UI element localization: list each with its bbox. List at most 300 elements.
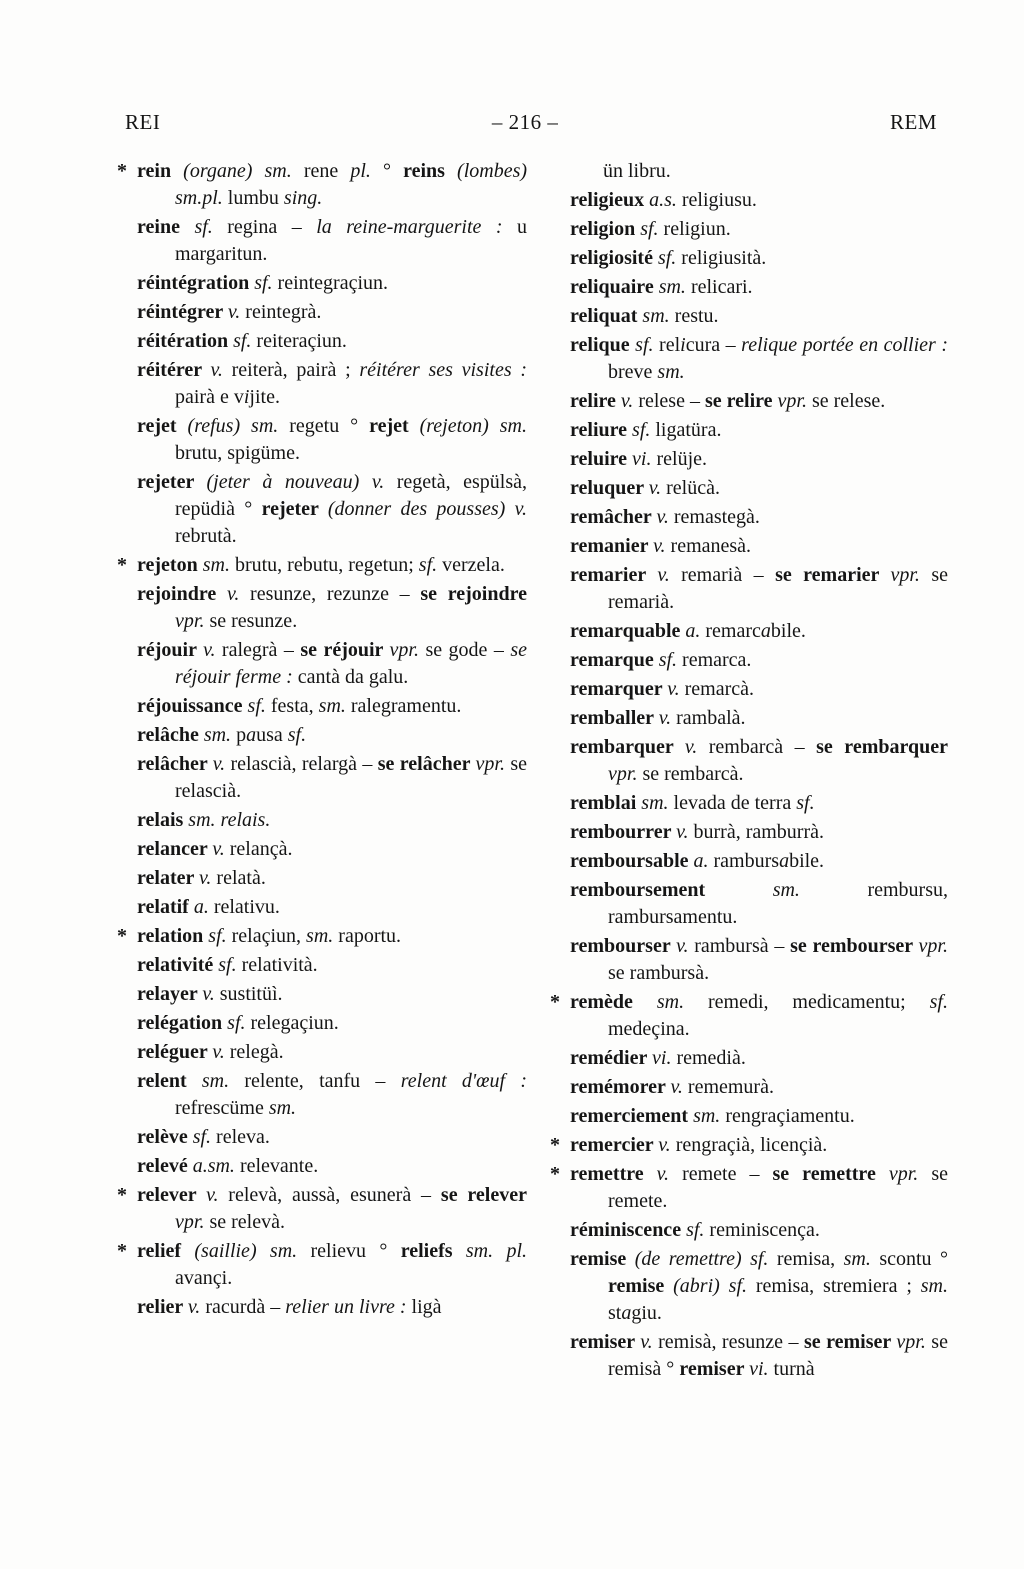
italic-text: (rejeton) sm. bbox=[419, 415, 527, 437]
headword: reluquer bbox=[570, 477, 649, 499]
star-marker: * bbox=[117, 1240, 127, 1262]
italic-text: v. bbox=[620, 390, 639, 412]
translation-text: relaçiun, bbox=[231, 925, 307, 947]
headword: rembourrer bbox=[570, 821, 677, 843]
translation-text: relente, tanfu – bbox=[244, 1070, 401, 1092]
dictionary-entry bbox=[117, 1182, 527, 1236]
italic-text: v. bbox=[670, 1076, 688, 1098]
translation-text: se rembarcà. bbox=[642, 763, 744, 785]
headword: remise bbox=[608, 1275, 674, 1297]
italic-text: sf. bbox=[194, 216, 228, 238]
dictionary-entry bbox=[117, 952, 527, 979]
italic-text: sf. bbox=[635, 334, 660, 356]
headword: remettre bbox=[570, 1163, 657, 1185]
dictionary-entry bbox=[117, 1010, 527, 1037]
translation-text: relevante. bbox=[239, 1155, 319, 1177]
dictionary-entry bbox=[117, 637, 527, 691]
translation-text: relatà. bbox=[216, 867, 266, 889]
translation-text: remete – bbox=[682, 1163, 773, 1185]
italic-text: (de remettre) sf. bbox=[634, 1248, 777, 1270]
translation-text: religiun. bbox=[663, 218, 731, 240]
dictionary-entry bbox=[117, 1068, 527, 1122]
dictionary-entry bbox=[117, 270, 527, 297]
header-guide-word-right: REM bbox=[889, 110, 937, 134]
translation-text: se rambursà. bbox=[608, 962, 710, 984]
translation-text: cura – bbox=[685, 334, 742, 356]
header-guide-word-left: REI bbox=[125, 110, 161, 134]
italic-text: sm. bbox=[268, 1097, 297, 1119]
headword: se relire bbox=[704, 390, 778, 412]
headword: relégation bbox=[137, 1012, 228, 1034]
translation-text: relegà. bbox=[229, 1041, 284, 1063]
italic-text: sm. bbox=[843, 1248, 880, 1270]
italic-text: sf. bbox=[796, 792, 815, 814]
headword: rejeter bbox=[137, 471, 207, 493]
dictionary-entry bbox=[550, 417, 948, 444]
translation-text: reminiscença. bbox=[709, 1219, 820, 1241]
translation-text: remisa, bbox=[776, 1248, 844, 1270]
translation-text: u margaritun. bbox=[175, 216, 527, 265]
dictionary-entry bbox=[117, 836, 527, 863]
translation-text: relicari. bbox=[690, 276, 753, 298]
headword: rejeter bbox=[261, 498, 328, 520]
italic-text: se réjouir ferme : bbox=[175, 639, 528, 688]
italic-text: vpr. bbox=[608, 763, 643, 785]
dictionary-entry bbox=[550, 388, 948, 415]
headword: remiser bbox=[570, 1331, 641, 1353]
headword: remiser bbox=[679, 1358, 750, 1380]
italic-text: sm. bbox=[656, 991, 708, 1013]
headword: relancer bbox=[137, 838, 213, 860]
italic-text: (organe) sm. bbox=[183, 160, 304, 182]
translation-text: refrescüme bbox=[175, 1097, 269, 1119]
italic-text: (abri) sf. bbox=[673, 1275, 756, 1297]
translation-text: se relevà. bbox=[209, 1211, 285, 1233]
translation-text: scontu ° bbox=[879, 1248, 948, 1270]
star-marker: * bbox=[117, 554, 127, 576]
translation-text: reiteraçiun. bbox=[256, 330, 347, 352]
right-column bbox=[550, 158, 948, 1385]
translation-text: reiterà, pairà ; bbox=[231, 359, 360, 381]
headword: reliure bbox=[570, 419, 633, 441]
italic-text: (donner des pousses) v. bbox=[327, 498, 527, 520]
headword: rejoindre bbox=[137, 583, 227, 605]
italic-text: vpr. bbox=[777, 390, 812, 412]
headword: rembourser bbox=[570, 935, 677, 957]
dictionary-entry bbox=[117, 693, 527, 720]
translation-text: festa, bbox=[270, 695, 319, 717]
dictionary-entry bbox=[117, 1124, 527, 1151]
italic-text: a. bbox=[685, 620, 706, 642]
headword: relater bbox=[137, 867, 200, 889]
translation-text: cantà da galu. bbox=[297, 666, 409, 688]
italic-text: v. bbox=[667, 678, 685, 700]
headword: remercier bbox=[570, 1134, 659, 1156]
page-number: – 216 – bbox=[491, 110, 559, 134]
headword: rejet bbox=[137, 415, 188, 437]
dictionary-entry bbox=[117, 328, 527, 355]
translation-text: religiusità. bbox=[681, 247, 767, 269]
italic-text: sm. bbox=[201, 1070, 245, 1092]
dictionary-entry bbox=[550, 533, 948, 560]
translation-text: remisà, resunze – bbox=[658, 1331, 804, 1353]
italic-text: vpr. bbox=[890, 564, 932, 586]
star-marker: * bbox=[550, 991, 560, 1013]
translation-text: se gode – bbox=[425, 639, 511, 661]
italic-text: vpr. bbox=[389, 639, 426, 661]
headword: relent bbox=[137, 1070, 202, 1092]
italic-text: sm. bbox=[203, 724, 237, 746]
italic-text: v. bbox=[648, 477, 667, 499]
headword: remarquer bbox=[570, 678, 668, 700]
italic-text: vpr. bbox=[888, 1163, 932, 1185]
translation-text: rambalà. bbox=[676, 707, 746, 729]
translation-text: relatività. bbox=[241, 954, 318, 976]
italic-text: sm. bbox=[693, 1105, 726, 1127]
dictionary-columns bbox=[117, 158, 948, 1385]
italic-text: v. bbox=[640, 1331, 659, 1353]
translation-text: brutu, spigüme. bbox=[175, 442, 300, 464]
translation-text: relegaçiun. bbox=[250, 1012, 339, 1034]
headword: réjouir bbox=[137, 639, 204, 661]
headword: relativité bbox=[137, 954, 219, 976]
dictionary-entry bbox=[550, 216, 948, 243]
dictionary-entry bbox=[117, 357, 527, 411]
dictionary-entry bbox=[117, 894, 527, 921]
translation-text: ligà bbox=[411, 1296, 442, 1318]
headword: remâcher bbox=[570, 506, 657, 528]
italic-text: v. bbox=[226, 583, 251, 605]
italic-text: sf. bbox=[657, 247, 682, 269]
italic-text: (saillie) sm. bbox=[194, 1240, 311, 1262]
italic-text: v. bbox=[684, 736, 709, 758]
italic-text: v. bbox=[203, 639, 222, 661]
translation-text: remarià – bbox=[681, 564, 776, 586]
headword: réjouissance bbox=[137, 695, 248, 717]
translation-text: rembursu, rambursamentu. bbox=[608, 879, 948, 928]
italic-text: sm. relais. bbox=[188, 809, 271, 831]
italic-text: sm. bbox=[641, 792, 674, 814]
italic-text: sm. bbox=[920, 1275, 948, 1297]
dictionary-entry bbox=[117, 581, 527, 635]
translation-text: rambursà – bbox=[694, 935, 791, 957]
italic-text: v. bbox=[657, 564, 682, 586]
translation-text: brutu, rebutu, regetun; bbox=[234, 554, 419, 576]
headword: réintégrer bbox=[137, 301, 228, 323]
headword: se réjouir bbox=[300, 639, 390, 661]
dictionary-entry bbox=[117, 923, 527, 950]
headword: reluire bbox=[570, 448, 633, 470]
headword: rembarquer bbox=[570, 736, 685, 758]
translation-text: remarcà. bbox=[684, 678, 755, 700]
dictionary-entry bbox=[550, 187, 948, 214]
headword: religiosité bbox=[570, 247, 658, 269]
translation-text: remarc bbox=[705, 620, 761, 642]
dictionary-entry bbox=[550, 989, 948, 1043]
italic-text: i bbox=[243, 386, 250, 408]
dictionary-entry bbox=[550, 877, 948, 931]
italic-text: vpr. bbox=[175, 610, 210, 632]
italic-text: relique portée en collier : bbox=[741, 334, 948, 356]
italic-text: a bbox=[760, 620, 771, 642]
italic-text: a bbox=[779, 850, 790, 872]
italic-text: sm. bbox=[318, 695, 351, 717]
italic-text: sf. bbox=[233, 330, 257, 352]
star-marker: * bbox=[117, 1184, 127, 1206]
translation-text: se relese. bbox=[811, 390, 886, 412]
italic-text: vpr. bbox=[896, 1331, 932, 1353]
dictionary-entry bbox=[550, 303, 948, 330]
italic-text: la reine-marguerite : bbox=[316, 216, 517, 238]
translation-text: regetà, espülsà, repüdià ° bbox=[175, 471, 528, 520]
translation-text: giu. bbox=[631, 1302, 662, 1324]
italic-text: sing. bbox=[283, 187, 323, 209]
translation-text: rembarcà – bbox=[708, 736, 817, 758]
translation-text: ün libru. bbox=[603, 160, 671, 182]
translation-text: bile. bbox=[789, 850, 825, 872]
translation-text: relativu. bbox=[213, 896, 280, 918]
translation-text: regetu ° bbox=[289, 415, 370, 437]
italic-text: sm. pl. bbox=[465, 1240, 527, 1262]
translation-text: avançi. bbox=[175, 1267, 233, 1289]
headword: se remarier bbox=[775, 564, 891, 586]
headword: se rejoindre bbox=[420, 583, 527, 605]
translation-text: rengraçiamentu. bbox=[725, 1105, 855, 1127]
translation-text: racurdà – bbox=[205, 1296, 286, 1318]
dictionary-entry bbox=[117, 158, 527, 212]
translation-text: medeçina. bbox=[608, 1018, 690, 1040]
headword: se remettre bbox=[772, 1163, 889, 1185]
dictionary-entry bbox=[550, 1161, 948, 1215]
dictionary-entry bbox=[550, 332, 948, 386]
headword: remboursement bbox=[570, 879, 773, 901]
headword: relire bbox=[570, 390, 621, 412]
headword: remède bbox=[570, 991, 657, 1013]
italic-text: v. bbox=[676, 935, 695, 957]
italic-text: v. bbox=[199, 867, 217, 889]
headword: religion bbox=[570, 218, 641, 240]
translation-text: jite. bbox=[249, 386, 280, 408]
dictionary-entry bbox=[550, 1132, 948, 1159]
translation-text: rengraçià, licençià. bbox=[675, 1134, 828, 1156]
headword: reliquaire bbox=[570, 276, 659, 298]
translation-text: rel bbox=[659, 334, 681, 356]
headword: relâcher bbox=[137, 753, 213, 775]
headword: reliefs bbox=[400, 1240, 466, 1262]
translation-text: bile. bbox=[770, 620, 806, 642]
headword: relais bbox=[137, 809, 189, 831]
headword: relevé bbox=[137, 1155, 193, 1177]
dictionary-entry bbox=[550, 647, 948, 674]
italic-text: sf. bbox=[658, 649, 683, 671]
italic-text: v. bbox=[227, 301, 246, 323]
translation-text: se resunze. bbox=[209, 610, 298, 632]
dictionary-entry bbox=[550, 1217, 948, 1244]
italic-text: vpr. bbox=[918, 935, 948, 957]
dictionary-entry bbox=[550, 1246, 948, 1327]
translation-text: pairà e v bbox=[175, 386, 244, 408]
italic-text: a. bbox=[193, 896, 214, 918]
italic-text: v. bbox=[658, 1134, 676, 1156]
headword: réminiscence bbox=[570, 1219, 687, 1241]
headword: rein bbox=[137, 160, 184, 182]
translation-text: st bbox=[608, 1302, 622, 1324]
dictionary-entry bbox=[117, 469, 527, 550]
headword: relief bbox=[137, 1240, 195, 1262]
italic-text: v. bbox=[653, 535, 671, 557]
dictionary-entry bbox=[117, 865, 527, 892]
translation-text: remastegà. bbox=[673, 506, 760, 528]
headword: se remiser bbox=[803, 1331, 897, 1353]
dictionary-entry bbox=[550, 819, 948, 846]
italic-text: v. bbox=[206, 1184, 229, 1206]
italic-text: sm. bbox=[658, 276, 691, 298]
italic-text: sf. bbox=[686, 1219, 710, 1241]
headword: relation bbox=[137, 925, 209, 947]
left-column bbox=[117, 158, 527, 1385]
headword: relâche bbox=[137, 724, 204, 746]
translation-text: rene bbox=[303, 160, 351, 182]
headword: remédier bbox=[570, 1047, 653, 1069]
italic-text: vi. bbox=[652, 1047, 677, 1069]
italic-text: v. bbox=[202, 983, 220, 1005]
headword: relever bbox=[137, 1184, 207, 1206]
translation-text: ligatüra. bbox=[655, 419, 722, 441]
italic-text: (jeter à nouveau) v. bbox=[206, 471, 397, 493]
translation-text: levada de terra bbox=[673, 792, 797, 814]
translation-text: relese – bbox=[638, 390, 705, 412]
dictionary-entry bbox=[550, 475, 948, 502]
translation-text: se remisà ° bbox=[608, 1331, 948, 1380]
dictionary-entry bbox=[117, 1153, 527, 1180]
translation-text: se remete. bbox=[608, 1163, 948, 1212]
headword: remise bbox=[570, 1248, 635, 1270]
dictionary-entry bbox=[550, 1045, 948, 1072]
italic-text: sf. bbox=[418, 554, 443, 576]
translation-text: reintegrà. bbox=[245, 301, 322, 323]
headword: remarier bbox=[570, 564, 658, 586]
translation-text: remanesà. bbox=[670, 535, 752, 557]
italic-text: réitérer ses visites : bbox=[359, 359, 527, 381]
italic-text: v. bbox=[212, 838, 230, 860]
dictionary-entry bbox=[550, 1103, 948, 1130]
italic-text: sm. bbox=[306, 925, 339, 947]
italic-text: vpr. bbox=[475, 753, 511, 775]
italic-text: sf. bbox=[254, 272, 278, 294]
headword: relève bbox=[137, 1126, 193, 1148]
italic-text: v. bbox=[676, 821, 694, 843]
headword: relier bbox=[137, 1296, 188, 1318]
italic-text: sf. bbox=[640, 218, 664, 240]
translation-text: relievu ° bbox=[310, 1240, 401, 1262]
dictionary-entry bbox=[550, 676, 948, 703]
dictionary-entry bbox=[117, 981, 527, 1008]
italic-text: pl. bbox=[350, 160, 383, 182]
star-marker: * bbox=[117, 925, 127, 947]
translation-text: se remarià. bbox=[608, 564, 948, 613]
headword: se rembarquer bbox=[816, 736, 948, 758]
dictionary-entry bbox=[117, 299, 527, 326]
italic-text: sf. bbox=[218, 954, 242, 976]
headword: remémorer bbox=[570, 1076, 671, 1098]
italic-text: a.s. bbox=[649, 189, 682, 211]
translation-text: breve bbox=[608, 361, 658, 383]
italic-text: v. bbox=[656, 1163, 683, 1185]
translation-text: turnà bbox=[773, 1358, 815, 1380]
entry-continuation bbox=[550, 158, 948, 185]
italic-text: sf. bbox=[208, 925, 232, 947]
italic-text: sm. bbox=[772, 879, 868, 901]
italic-text: a.sm. bbox=[192, 1155, 240, 1177]
italic-text: v. bbox=[212, 1041, 230, 1063]
italic-text: v. bbox=[212, 753, 231, 775]
translation-text: regina – bbox=[227, 216, 317, 238]
italic-text: a bbox=[246, 724, 257, 746]
dictionary-entry bbox=[117, 751, 527, 805]
translation-text: rebrutà. bbox=[175, 525, 237, 547]
translation-text: restu. bbox=[674, 305, 719, 327]
italic-text: sf. bbox=[929, 991, 948, 1013]
translation-text: remarca. bbox=[682, 649, 752, 671]
headword: reine bbox=[137, 216, 195, 238]
translation-text: verzela. bbox=[442, 554, 505, 576]
italic-text: sm. bbox=[642, 305, 675, 327]
headword: se relâcher bbox=[377, 753, 476, 775]
translation-text: relüje. bbox=[656, 448, 707, 470]
italic-text: vpr. bbox=[175, 1211, 210, 1233]
italic-text: relier un livre : bbox=[285, 1296, 412, 1318]
headword: reins bbox=[403, 160, 458, 182]
dictionary-entry bbox=[550, 848, 948, 875]
dictionary-entry bbox=[550, 790, 948, 817]
headword: réitérer bbox=[137, 359, 211, 381]
headword: remarquable bbox=[570, 620, 686, 642]
translation-text: remedià. bbox=[676, 1047, 746, 1069]
italic-text: sf. bbox=[632, 419, 656, 441]
headword: relatif bbox=[137, 896, 194, 918]
translation-text: relevà, aussà, esunerà – bbox=[228, 1184, 441, 1206]
headword: se relever bbox=[440, 1184, 527, 1206]
headword: relique bbox=[570, 334, 636, 356]
translation-text: resunze, rezunze – bbox=[250, 583, 421, 605]
translation-text: remisa, stremiera ; bbox=[755, 1275, 921, 1297]
translation-text: relücà. bbox=[666, 477, 720, 499]
italic-text: relent d'œuf : bbox=[400, 1070, 528, 1092]
headword: réitération bbox=[137, 330, 234, 352]
dictionary-entry bbox=[117, 722, 527, 749]
headword: remerciement bbox=[570, 1105, 694, 1127]
dictionary-entry bbox=[550, 504, 948, 531]
italic-text: sf. bbox=[192, 1126, 217, 1148]
headword: se rembourser bbox=[790, 935, 919, 957]
italic-text: vi. bbox=[749, 1358, 774, 1380]
translation-text: sustitüì. bbox=[219, 983, 283, 1005]
headword: remblai bbox=[570, 792, 642, 814]
translation-text: rememurà. bbox=[687, 1076, 774, 1098]
translation-text: relascià, relargà – bbox=[230, 753, 378, 775]
dictionary-entry bbox=[550, 446, 948, 473]
dictionary-entry bbox=[550, 1329, 948, 1383]
headword: reléguer bbox=[137, 1041, 213, 1063]
italic-text: a bbox=[621, 1302, 632, 1324]
dictionary-entry bbox=[550, 274, 948, 301]
translation-text: se relascià. bbox=[175, 753, 527, 802]
italic-text: sf. bbox=[287, 724, 307, 746]
headword: remboursable bbox=[570, 850, 694, 872]
italic-text: (lombes) sm.pl. bbox=[175, 160, 528, 209]
dictionary-entry bbox=[550, 734, 948, 788]
dictionary-entry bbox=[117, 1294, 527, 1321]
